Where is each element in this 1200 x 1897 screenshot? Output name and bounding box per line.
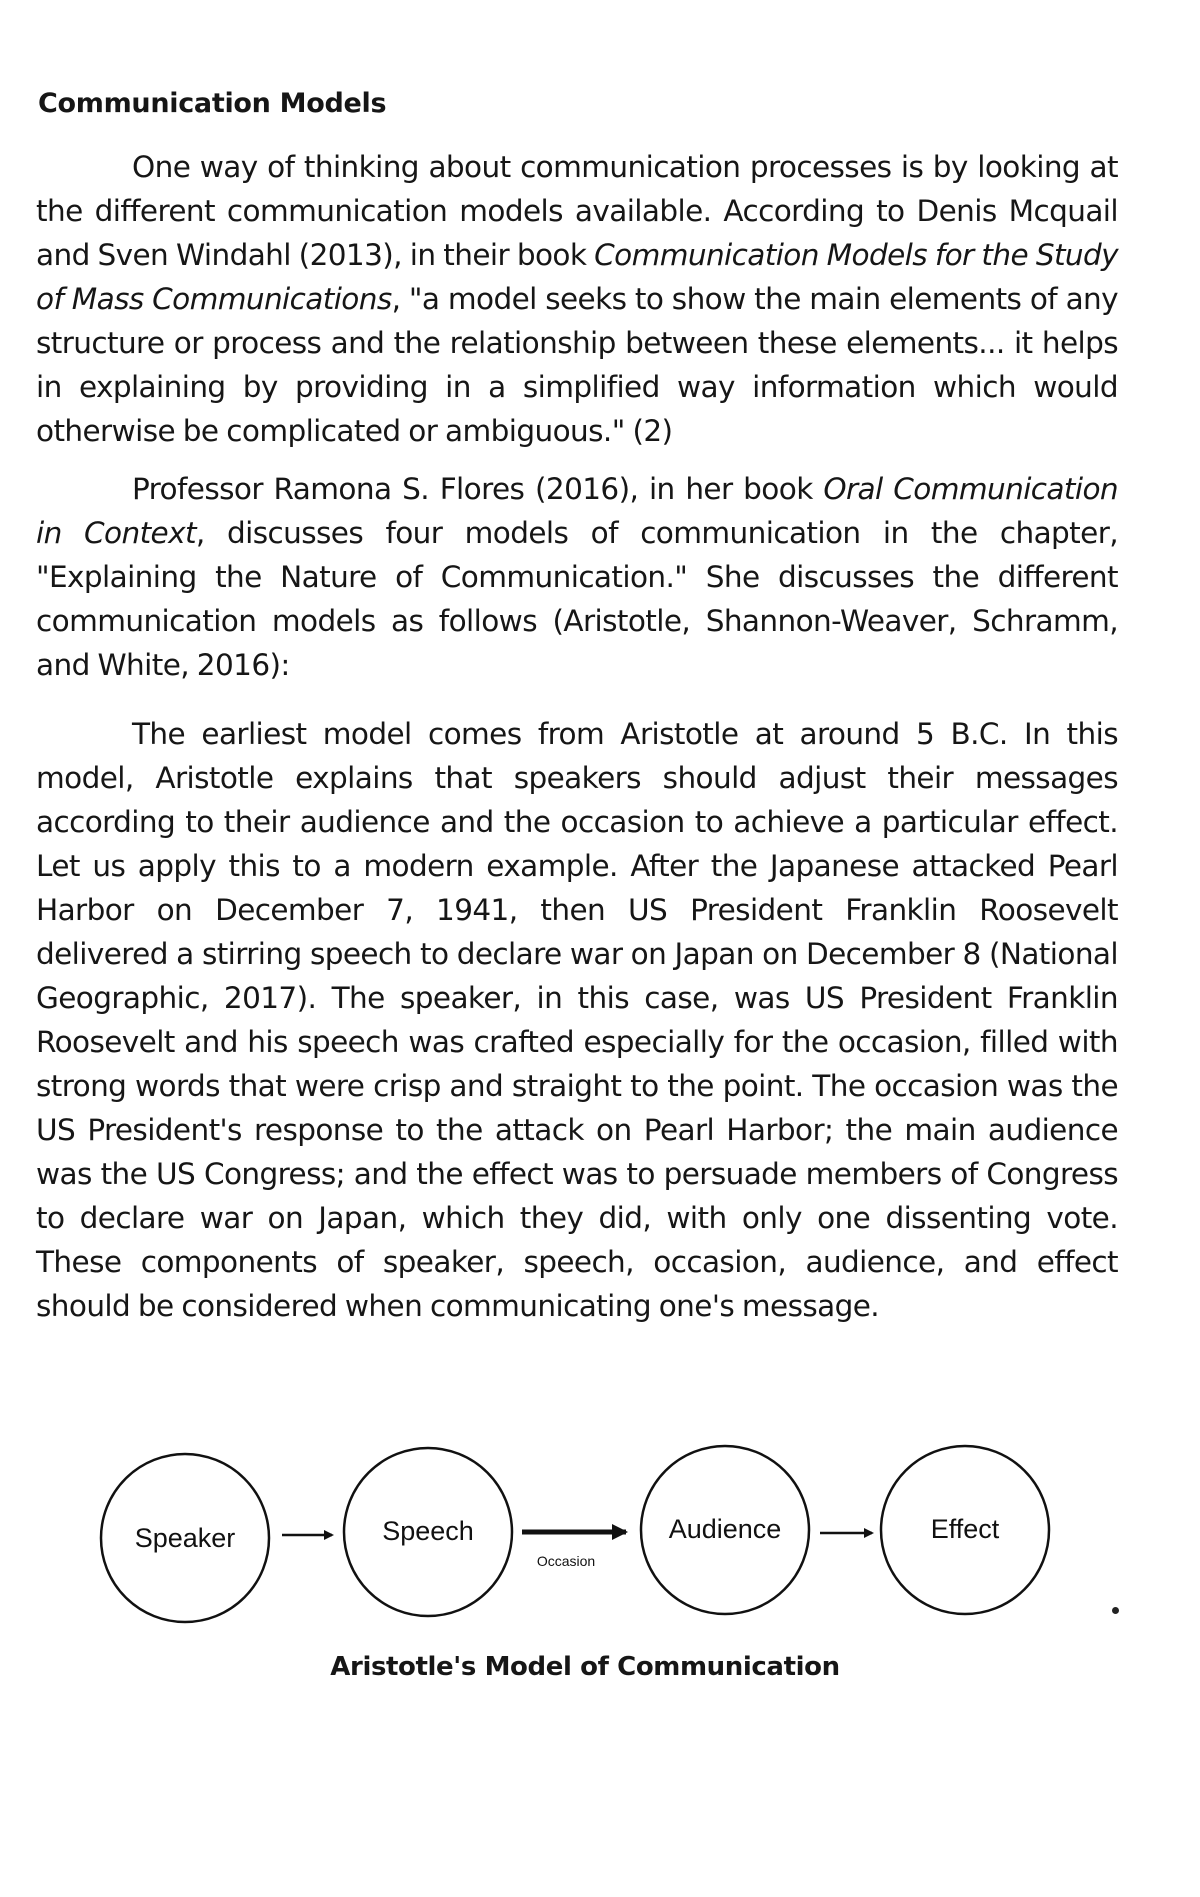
paragraph-text: Professor Ramona S. Flores (2016), in her book: [132, 472, 824, 506]
paragraph-flores: [36, 467, 1118, 687]
node-effect: [881, 1446, 1049, 1614]
paragraph-text: One way of thinking about communication processes is by looking at the different communication models available. According to Denis Mcquail and Sven Windahl (2013), in their book: [36, 150, 1118, 272]
aristotle-model-diagram: [0, 1400, 1200, 1660]
paragraph-models-intro: [36, 145, 1118, 453]
node-label: Speaker: [134, 1523, 236, 1553]
section-heading: Communication Models: [38, 88, 387, 119]
node-label: Speech: [382, 1516, 474, 1546]
paragraph-text: , "a model seeks to show the main elements of any structure or process and the relationship between these elements... it helps in explaining by providing in a simplified way information which would otherwise be complicated or ambiguous." (2): [36, 282, 1118, 448]
paragraph-text: , discusses four models of communication in the chapter, "Explaining the Nature of Communication." She discusses the different communication models as follows (Aristotle, Shannon-Weaver, Schramm, and White, 2016):: [36, 516, 1118, 682]
occasion-label: Occasion: [536, 1553, 596, 1569]
book-title: Oral Communication in Context: [36, 472, 1118, 550]
book-title: Communication Models for the Study of Mass Communications: [36, 238, 1118, 316]
node-label: Audience: [668, 1514, 782, 1544]
node-speech: [344, 1448, 512, 1616]
stray-dot: [1112, 1607, 1119, 1614]
diagram-caption: Aristotle's Model of Communication: [330, 1652, 840, 1682]
node-audience: [641, 1446, 809, 1614]
node-speaker: [101, 1454, 269, 1622]
paragraph-aristotle: The earliest model comes from Aristotle at around 5 B.C. In this model, Aristotle explains that speakers should adjust their messages according to their audience and the occasion to achieve a particular effect. Let us apply this to a modern example. After the Japanese attacked Pearl Harbor on December 7, 1941, then US President Franklin Roosevelt delivered a stirring speech to declare war on Japan on December 8 (National Geographic, 2017). The speaker, in this case, was US President Franklin Roosevelt and his speech was crafted especially for the occasion, filled with strong words that were crisp and straight to the point. The occasion was the US President's response to the attack on Pearl Harbor; the main audience was the US Congress; and the effect was to persuade members of Congress to declare war on Japan, which they did, with only one dissenting vote. These components of speaker, speech, occasion, audience, and effect should be considered when communicating one's message.: [36, 717, 1118, 1323]
node-label: Effect: [930, 1514, 1000, 1544]
